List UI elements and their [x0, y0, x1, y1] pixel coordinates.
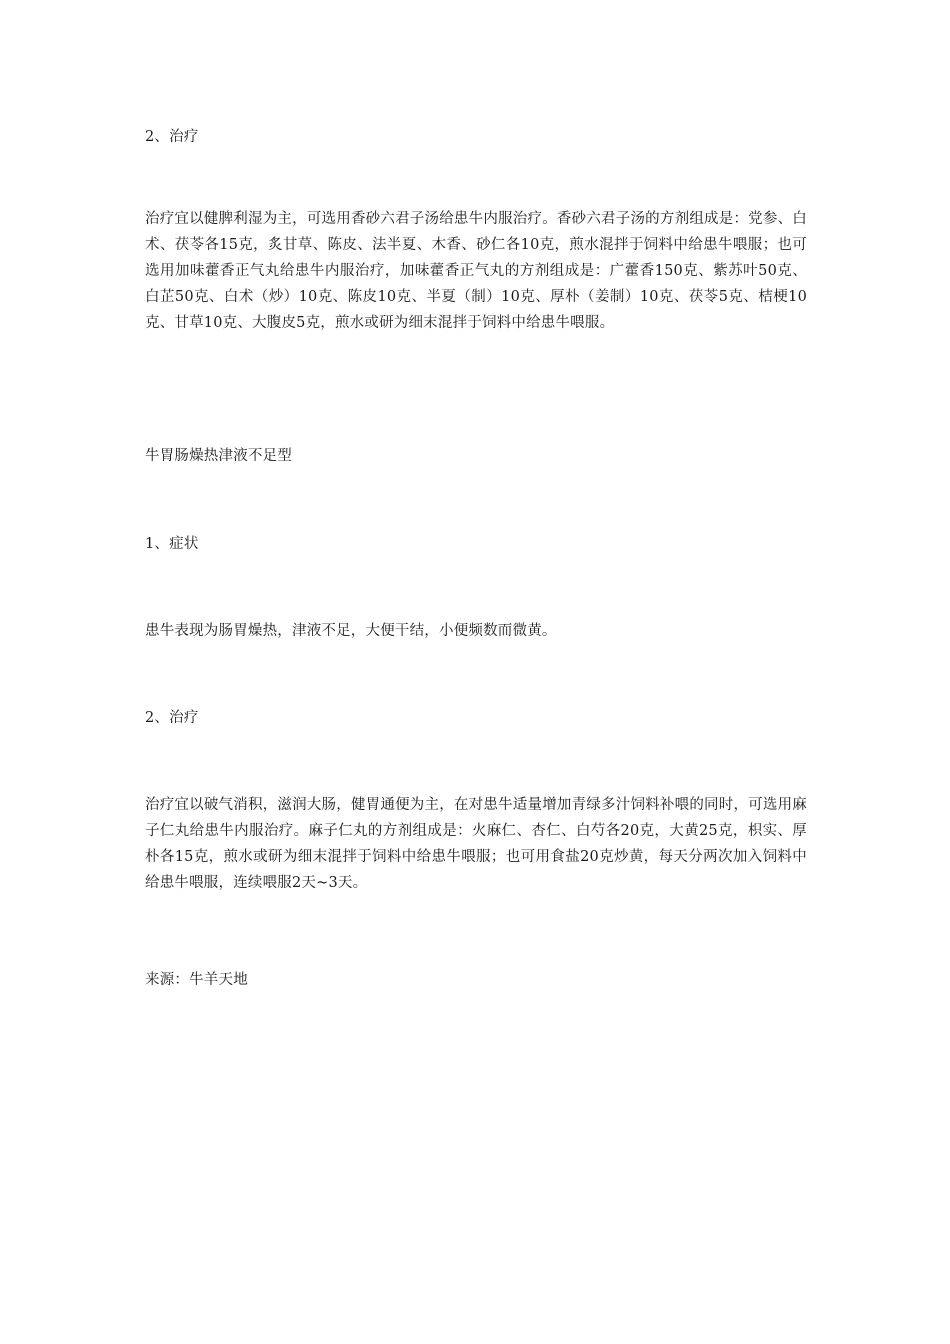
paragraph-symptoms: 患牛表现为肠胃燥热，津液不足，大便干结，小便频数而微黄。 [145, 623, 557, 639]
source-line: 来源：牛羊天地 [145, 972, 248, 988]
paragraph-treatment-2: 治疗宜以破气消积，滋润大肠，健胃通便为主，在对患牛适量增加青绿多汁饲料补喂的同时，可选用麻子仁丸给患牛内服治疗。麻子仁丸的方剂组成是：火麻仁、杏仁、白芍各20克，大黄25克，枳实、厚朴各15克，煎水或研为细末混拌于饲料中给患牛喂服；也可用食盐20克炒黄，每天分两次加入饲料中给患牛喂服，连续喂服2天~3天。 [145, 797, 807, 891]
paragraph-treatment-1: 治疗宜以健脾利湿为主，可选用香砂六君子汤给患牛内服治疗。香砂六君子汤的方剂组成是：党参、白术、茯苓各15克，炙甘草、陈皮、法半夏、木香、砂仁各10克，煎水混拌于饲料中给患牛喂服；也可选用加味藿香正气丸给患牛内服治疗，加味藿香正气丸的方剂组成是：广藿香150克、紫苏叶50克、白芷50克、白术（炒）10克、陈皮10克、半夏（制）10克、厚朴（姜制）10克、茯苓5克、桔梗10克、甘草10克、大腹皮5克，煎水或研为细末混拌于饲料中给患牛喂服。 [145, 211, 807, 331]
heading-treatment-2: 2、治疗 [145, 710, 199, 726]
heading-treatment-1: 2、治疗 [145, 129, 199, 145]
section-title: 牛胃肠燥热津液不足型 [145, 448, 292, 464]
heading-symptoms: 1、症状 [145, 536, 199, 552]
